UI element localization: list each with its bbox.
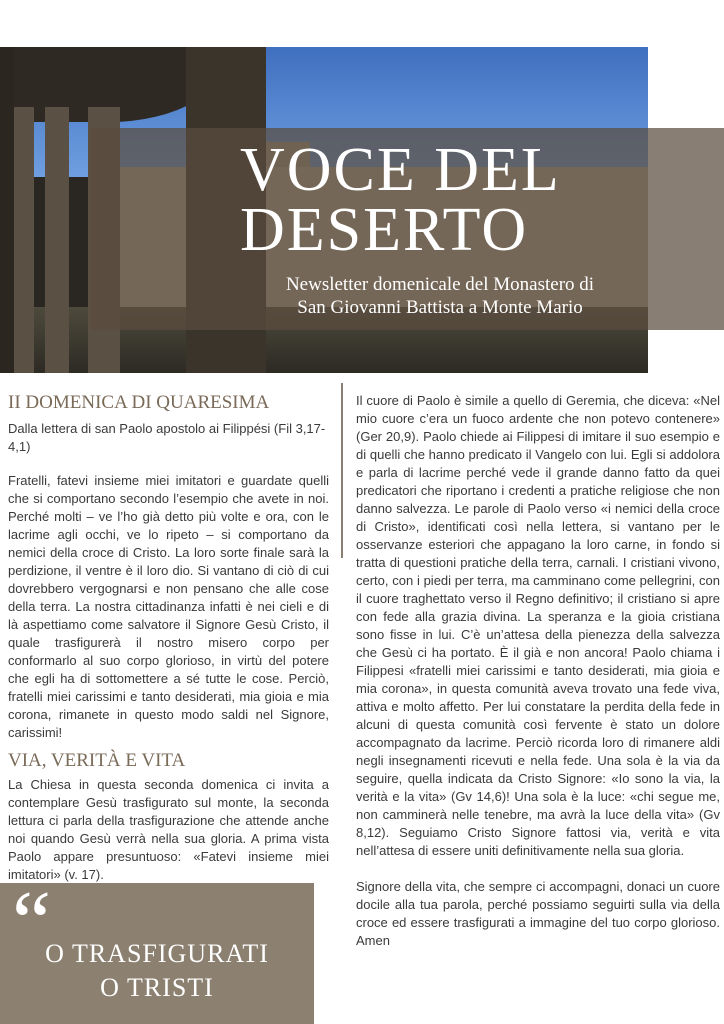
- left-column: [8, 392, 329, 884]
- section-heading-via: VIA, VERITÀ E VITA: [8, 750, 186, 771]
- reading-text: Fratelli, fatevi insieme miei imitatori e guardate quelli che si comportano secondo l’esempio che avete in noi. Perché molti – ve l’ho già detto più volte e ora, con le lacrime agli occhi, ve lo ripeto – si comportano da nemici della croce di Cristo. La loro sorte finale sarà la perdizione, il ventre è il loro dio. Si vantano di ciò di cui dovrebbero vergognarsi e non pensano che alle cose della terra. La nostra cittadinanza infatti è nei cieli e di là aspettiamo come salvatore il Signore Gesù Cristo, il quale trasfigurerà il nostro misero corpo per conformarlo al suo corpo glorioso, in virtù del potere che egli ha di sottomettere a sé tutte le cose. Perciò, fratelli miei carissimi e tanto desiderati, mia gioia e mia corona, rimanete in questo modo saldi nel Signore, carissimi!: [8, 473, 329, 740]
- right-column: [356, 392, 720, 950]
- column-divider: [341, 383, 343, 558]
- commentary-text: Il cuore di Paolo è simile a quello di Geremia, che diceva: «Nel mio cuore c’era un fuoco ardente che non potevo contenere» (Ger 20,9). Paolo chiede ai Filippesi di imitare il suo esempio e di quelli che hanno predicato il Vangelo con lui. Egli si addolora e parla di lacrime perché vede il grande danno fatto da quei predicatori che riportano i credenti a pratiche religiose che non danno salvezza. Le parole di Paolo verso «i nemici della croce di Cristo», identificati così nella lettera, si vantano per le osservanze esteriori che appagano la loro carne, in fondo si tratta di questioni pratiche della terra, carnali. I cristiani vivono, certo, con i piedi per terra, ma camminano come pellegrini, con il cuore traghettato verso il Regno definitivo; il cristiano si apre con fede alla grazia divina. La speranza e la gioia cristiana sono fisse in lui. C’è un’attesa della pienezza della salvezza che Gesù ci ha portato. È il già e non ancora! Paolo chiama i Filippesi «fratelli miei carissimi e tanto desiderati, mia gioia e mia corona», in questa comunità aveva trovato una fede viva, attiva e molto affetto. Per lui constatare la perdita della fede in alcuni di questa comunità così fervente è stato un dolore accompagnato da lacrime. Perciò ricorda loro di rimanere aldi negli insegnamenti ricevuti e nella fede. Una sola è la via da seguire, quella indicata da Cristo Signore: «Io sono la via, la verità e la vita» (Gv 14,6)! Una sola è la luce: «chi segue me, non camminerà nelle tenebre, ma avrà la luce della vita» (Gv 8,12). Seguiamo Cristo Signore fattosi via, verità e vita nell’attesa di essere uniti definitivamente nella sua gloria.: [356, 393, 720, 858]
- pull-quote: O TRASFIGURATI O TRISTI: [45, 939, 269, 1002]
- quote-mark-icon: “: [12, 874, 52, 971]
- reading-reference: Dalla lettera di san Paolo apostolo ai Filippési (Fil 3,17-4,1): [8, 421, 326, 454]
- newsletter-subtitle: Newsletter domenicale del Monastero di San Giovanni Battista a Monte Mario: [285, 274, 595, 318]
- section2-text: La Chiesa in questa seconda domenica ci invita a contemplare Gesù trasfigurato sul monte, la seconda lettura ci parla della trasfigurazione che attende anche noi quando Gesù verrà nella sua gloria. A prima vista Paolo appare presuntuoso: «Fatevi insieme miei imitatori» (v. 17).: [8, 777, 329, 882]
- prayer-text: Signore della vita, che sempre ci accompagni, donaci un cuore docile alla tua parola, perché possiamo seguirti sulla via della croce ed essere trasfigurati a immagine del tuo corpo glorioso. Amen: [356, 879, 720, 948]
- newsletter-title: VOCE DEL DESERTO: [240, 136, 561, 264]
- section-heading-sunday: II DOMENICA DI QUARESIMA: [8, 392, 270, 413]
